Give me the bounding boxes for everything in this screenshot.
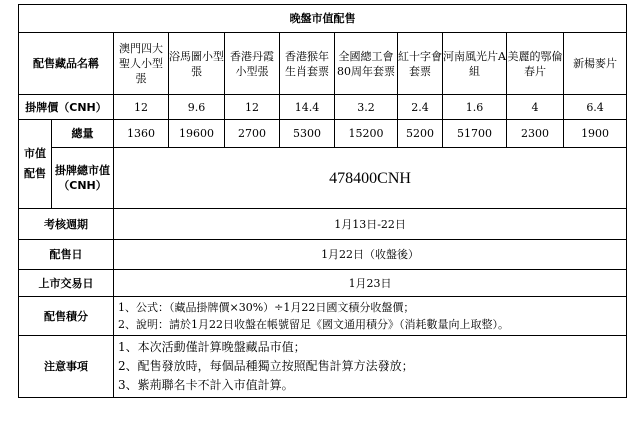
item-name: 澳門四大聖人小型張 bbox=[114, 33, 169, 95]
table-title: 晚盤市值配售 bbox=[19, 5, 627, 33]
total-value: 51700 bbox=[443, 120, 507, 148]
price-value: 12 bbox=[225, 95, 280, 120]
price-value: 4 bbox=[507, 95, 564, 120]
header-label: 配售藏品名稱 bbox=[19, 33, 114, 95]
allotment-day-value: 1月22日（收盤後） bbox=[114, 240, 627, 270]
notes-line: 3、紫荊聯名卡不計入市值計算。 bbox=[118, 378, 294, 392]
item-name: 新楊麥片 bbox=[564, 33, 627, 95]
total-value: 2300 bbox=[507, 120, 564, 148]
item-name: 美麗的鄂倫春片 bbox=[507, 33, 564, 95]
item-name: 香港丹霞小型張 bbox=[225, 33, 280, 95]
listing-day-value: 1月23日 bbox=[114, 270, 627, 297]
price-value: 9.6 bbox=[169, 95, 225, 120]
total-market-value: 478400CNH bbox=[114, 148, 627, 209]
item-name: 浴馬圖小型張 bbox=[169, 33, 225, 95]
assessment-label: 考核週期 bbox=[19, 209, 114, 240]
market-value-label: 市值配售 bbox=[19, 120, 52, 209]
price-value: 3.2 bbox=[335, 95, 398, 120]
allotment-day-label: 配售日 bbox=[19, 240, 114, 270]
item-name: 全國總工會80周年套票 bbox=[335, 33, 398, 95]
points-label: 配售積分 bbox=[19, 297, 114, 336]
item-name: 紅十字會套票 bbox=[398, 33, 443, 95]
notes-line: 2、配售發放時，每個品種獨立按照配售計算方法發放； bbox=[118, 359, 414, 373]
total-value: 5300 bbox=[280, 120, 335, 148]
total-value: 15200 bbox=[335, 120, 398, 148]
notes-line: 1、本次活動僅計算晚盤藏品市值； bbox=[118, 340, 306, 354]
allotment-table bbox=[18, 4, 627, 398]
listing-day-label: 上市交易日 bbox=[19, 270, 114, 297]
notes-label: 注意事項 bbox=[19, 336, 114, 398]
price-value: 2.4 bbox=[398, 95, 443, 120]
price-value: 12 bbox=[114, 95, 169, 120]
item-name: 河南風光片A組 bbox=[443, 33, 507, 95]
total-value: 1360 bbox=[114, 120, 169, 148]
price-value: 14.4 bbox=[280, 95, 335, 120]
price-label: 掛牌價（CNH） bbox=[19, 95, 114, 120]
points-description bbox=[114, 297, 627, 336]
total-label: 總量 bbox=[52, 120, 114, 148]
total-value: 2700 bbox=[225, 120, 280, 148]
points-line: 1、公式：（藏品掛牌價×30%）÷1月22日國文積分收盤價； bbox=[118, 301, 415, 314]
price-value: 1.6 bbox=[443, 95, 507, 120]
notes-description bbox=[114, 336, 627, 398]
total-value: 1900 bbox=[564, 120, 627, 148]
assessment-value: 1月13日-22日 bbox=[114, 209, 627, 240]
total-value: 19600 bbox=[169, 120, 225, 148]
item-name: 香港猴年生肖套票 bbox=[280, 33, 335, 95]
price-value: 6.4 bbox=[564, 95, 627, 120]
total-value: 5200 bbox=[398, 120, 443, 148]
total-value-label: 掛牌總市值（CNH） bbox=[52, 148, 114, 209]
points-line: 2、說明：請於1月22日收盤在帳號留足《國文通用積分》（消耗數量向上取整）。 bbox=[118, 318, 509, 331]
